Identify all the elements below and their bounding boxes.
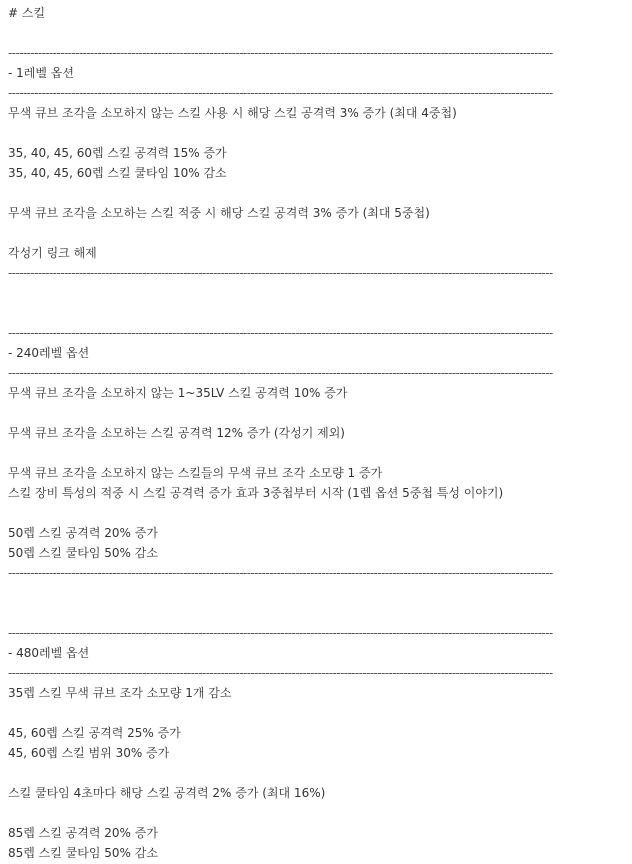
separator-line: -------------------------------------------------------------------------------------------------------------------------------------------------- (8, 666, 553, 680)
option-line: 각성기 링크 해제 (8, 246, 97, 260)
option-line: 35, 40, 45, 60렙 스킬 쿨타임 10% 감소 (8, 166, 227, 180)
option-line: 무색 큐브 조각을 소모하는 스킬 공격력 12% 증가 (각성기 제외) (8, 426, 345, 440)
separator-line: -------------------------------------------------------------------------------------------------------------------------------------------------- (8, 46, 553, 60)
separator-line: -------------------------------------------------------------------------------------------------------------------------------------------------- (8, 566, 553, 580)
separator-line: -------------------------------------------------------------------------------------------------------------------------------------------------- (8, 266, 553, 280)
option-line: 무색 큐브 조각을 소모하지 않는 스킬 사용 시 해당 스킬 공격력 3% 증가 (최대 4중첩) (8, 106, 457, 120)
option-line: 무색 큐브 조각을 소모하지 않는 1~35LV 스킬 공격력 10% 증가 (8, 386, 348, 400)
option-line: 45, 60렙 스킬 범위 30% 증가 (8, 746, 170, 760)
section-title: - 1레벨 옵션 (8, 66, 74, 80)
option-line: 스킬 장비 특성의 적중 시 스킬 공격력 증가 효과 3중첩부터 시작 (1렙 옵션 5중첩 특성 이야기) (8, 486, 504, 500)
section-title: - 240레벨 옵션 (8, 346, 90, 360)
option-line: 45, 60렙 스킬 공격력 25% 증가 (8, 726, 181, 740)
separator-line: -------------------------------------------------------------------------------------------------------------------------------------------------- (8, 626, 553, 640)
separator-line: -------------------------------------------------------------------------------------------------------------------------------------------------- (8, 366, 553, 380)
option-line: 스킬 쿨타임 4초마다 해당 스킬 공격력 2% 증가 (최대 16%) (8, 786, 326, 800)
option-line: 85렙 스킬 쿨타임 50% 감소 (8, 846, 158, 860)
separator-line: -------------------------------------------------------------------------------------------------------------------------------------------------- (8, 326, 553, 340)
option-line: 85렙 스킬 공격력 20% 증가 (8, 826, 158, 840)
option-line: 35렙 스킬 무색 큐브 조각 소모량 1개 감소 (8, 686, 232, 700)
separator-line: -------------------------------------------------------------------------------------------------------------------------------------------------- (8, 86, 553, 100)
section-title: - 480레벨 옵션 (8, 646, 90, 660)
option-line: 50렙 스킬 쿨타임 50% 감소 (8, 546, 158, 560)
doc-heading: # 스킬 (8, 6, 46, 20)
option-line: 50렙 스킬 공격력 20% 증가 (8, 526, 158, 540)
option-line: 무색 큐브 조각을 소모하는 스킬 적중 시 해당 스킬 공격력 3% 증가 (최대 5중첩) (8, 206, 430, 220)
option-line: 무색 큐브 조각을 소모하지 않는 스킬들의 무색 큐브 조각 소모량 1 증가 (8, 466, 383, 480)
option-line: 35, 40, 45, 60렙 스킬 공격력 15% 증가 (8, 146, 227, 160)
